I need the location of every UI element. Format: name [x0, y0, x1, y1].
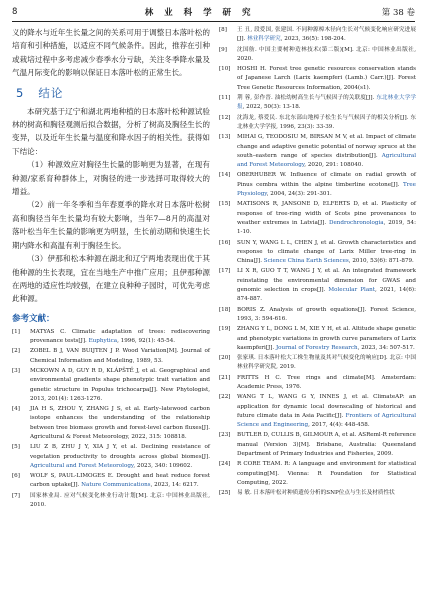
- reference-text: 张家琪. 日本落叶松大工株生物量及其对气候变化的响应[D]. 北京: 中国林业科学研究院, 2019.: [237, 355, 416, 371]
- reference-number: [7]: [12, 492, 20, 499]
- reference-number: [8]: [219, 27, 227, 33]
- reference-text: OBERHUBER W. Influence of climate on radial growth of Pinus cembra within the alpine timberline ecotone[J].: [237, 172, 416, 188]
- reference-text: MATYAS C. Climatic adaptation of trees: rediscovering provenance tests[J].: [30, 328, 210, 345]
- reference-text: ZHANG Y L, DONG L M, XIE Y H, et al. Altitude shape genetic and phenotypic variations in growth curve parameters of Larix kaempferi[J].: [237, 326, 416, 351]
- volume-label: 第 38 卷: [381, 8, 415, 18]
- reference-link[interactable]: Science China Earth Sciences: [263, 258, 349, 265]
- reference-number: [3]: [12, 367, 20, 374]
- reference-text: MATISONS R, JANSONE D, ELFERTS D, et al. Plasticity of response of tree-ring width of Scots pine provenances to weather extremes in Latvia[J].: [237, 201, 416, 226]
- reference-tail: , 1996, 92(1): 45-54.: [117, 338, 176, 345]
- reference-number: [4]: [12, 406, 20, 413]
- reference-link[interactable]: Nature Communications: [81, 482, 151, 489]
- reference-number: [10]: [219, 66, 231, 73]
- reference-number: [24]: [219, 461, 231, 468]
- reference-tail: , 2017, 4(4): 448-458.: [308, 422, 370, 429]
- reference-text: 沈国舫. 中国主要树种造林技术(第二版)[M]. 北京: 中国林业出版社, 2020.: [237, 46, 416, 62]
- reference-item: [12, 443, 210, 471]
- reference-item: [219, 200, 416, 237]
- conclusion-point-1: （1）种源效应对胸径生长量的影响更为显著，在现有种源/家系育种群体上，对胸径的进一步选择可取得较大的增益。: [12, 160, 210, 197]
- reference-item: [219, 114, 416, 133]
- reference-item: [12, 405, 210, 442]
- reference-item: [12, 492, 210, 511]
- reference-text: HOSHI H. Forest tree genetic resources conservation stands of Japanese Larch (Larix kaempferi (Lamb.) Carr.)[J]. Forest Tree Genetic Resources Information, 2004(s1).: [237, 66, 416, 91]
- reference-tail: , 2021, 14(6): 874-887.: [237, 287, 416, 303]
- reference-number: [20]: [219, 355, 231, 362]
- reference-item: [219, 325, 416, 353]
- reference-item: [219, 133, 416, 170]
- reference-item: [219, 374, 416, 393]
- reference-text: ZOBEL B J, VAN BUIJTEN J P. Wood Variation[M]. Journal of Chemical Information and Modeling, 1989, 53.: [30, 348, 210, 364]
- page-number: 8: [12, 7, 18, 17]
- reference-link[interactable]: Tree Physiology: [237, 181, 416, 198]
- running-header: [12, 4, 415, 20]
- reference-text: WOLF S, PAUL-LIMOGES E. Drought and heat reduce forest carbon uptake[J].: [30, 473, 210, 489]
- references-list-right: [219, 26, 416, 499]
- reference-link[interactable]: Euphytica: [88, 338, 118, 345]
- reference-text: LI X R, GUO T T, WANG J Y, et al. An integrated framework reinstating the environmental dimension for GWAS and genomic selection in crops[J].: [237, 268, 416, 294]
- reference-tail: , 2023, 340: 109602.: [133, 462, 193, 469]
- reference-item: [12, 472, 210, 491]
- reference-number: [16]: [219, 239, 231, 246]
- reference-text: 王 丑, 段爱国, 张建国. 不同种源樟木径向生长对气候变化响应研究进展[J].: [237, 27, 416, 43]
- reference-item: [219, 65, 416, 93]
- left-column: [12, 26, 210, 511]
- reference-number: [2]: [12, 348, 20, 355]
- reference-number: [23]: [219, 432, 231, 439]
- reference-tail: , 2020, 291: 108040.: [304, 162, 364, 169]
- reference-number: [19]: [219, 326, 231, 333]
- reference-link[interactable]: Journal of Forestry Research: [275, 344, 358, 351]
- reference-item: [219, 239, 416, 267]
- reference-text: BUTLER D, CULLIS B, GILMOUR A, et al. ASReml-R reference manual (Version 3)[M]. Brisbane, Australia: Queensland Department of Primary Industries and Fisheries, 2009.: [237, 432, 416, 458]
- section-heading: [16, 85, 210, 101]
- reference-link[interactable]: Agricultural and Forest Meteorology: [30, 462, 134, 469]
- reference-tail: , 2010, 53(6): 871-879.: [348, 258, 414, 265]
- reference-item: [219, 94, 416, 113]
- reference-text: SUN Y, WANG L L, CHEN J, et al. Growth characteristics and response to climate change of Larix Miller tree-ring in China[J].: [237, 239, 416, 265]
- right-column: [219, 26, 416, 500]
- reference-text: 荆 蓉, 彭作晋. 油松幼树高生长与气候因子的关联度[J].: [237, 95, 377, 102]
- references-heading: 参考文献：: [12, 313, 55, 324]
- section-number: 5: [16, 85, 25, 100]
- reference-text: 国家林业局. 应对气候变化林业行动计划[M]. 北京: 中国林业出版社, 2010.: [30, 492, 210, 509]
- reference-number: [14]: [219, 172, 231, 179]
- reference-text: 沈海龙, 蔡爱民. 东北东部山地樟子松生长与气候因子的相关分析[J]. 东北林业大学学报, 1996, 23(3): 33-39.: [237, 114, 416, 130]
- reference-link[interactable]: Agricultural and Forest Meteorology: [237, 152, 416, 169]
- discussion-tail-paragraph: 义的降水与近年生长量之间的关系可用于调整日本落叶松的培育和引种措施，以适应不同气候条件。因此，推荐在引种或栽培过程中多考虑减少春季水分亏缺，关注冬季降水量及气温月际变化的影响以保证日本落叶松的正常生长。: [12, 28, 210, 78]
- references-list-left: [12, 328, 210, 511]
- conclusion-point-3: （3）伊那和松本种源在湖北和辽宁两地表现出优于其他种源的生长表现，宜在当地生产中推广应用；且伊那种源在两地的适应性均较强，在建立良种种子园时，可优先考虑此种源。: [12, 254, 210, 304]
- reference-number: [25]: [219, 490, 231, 497]
- reference-number: [6]: [12, 473, 20, 480]
- reference-tail: , 2023, 14: 6217.: [150, 482, 199, 489]
- reference-text: MCKOWN A D, GUY R D, KLÁPŠTĚ J, et al. Geographical and environmental gradients shape phenotypic trait variation and genetic structure in Populus trichocarpa[J]. New Phytologist, 2013, 201(4): 1263-1276.: [30, 367, 210, 402]
- reference-number: [11]: [219, 95, 231, 102]
- reference-number: [21]: [219, 374, 231, 381]
- reference-item: [219, 171, 416, 199]
- reference-item: [219, 267, 416, 304]
- reference-text: BORIS Z. Analysis of growth equations[J]. Forest Science, 1993, 3: 594-616.: [237, 306, 416, 322]
- reference-tail: , 2004, 24(3): 291-301.: [266, 191, 332, 198]
- reference-number: [12]: [219, 114, 231, 121]
- reference-item: [219, 306, 416, 325]
- reference-item: [219, 489, 416, 498]
- reference-text: FRITTS H C. Tree rings and climate[M]. Amsterdam: Academic Press, 1976.: [237, 374, 416, 390]
- reference-item: [219, 460, 416, 488]
- section-title: 结论: [38, 85, 64, 100]
- reference-item: [219, 431, 416, 459]
- reference-tail: , 2019, 54: 1-10.: [237, 219, 417, 236]
- reference-item: [12, 328, 210, 347]
- reference-link[interactable]: 东北林业大学学报: [237, 95, 416, 111]
- reference-item: [219, 393, 416, 430]
- reference-text: 易 敏. 日本落叶松对种质遗传分析的SNP位点与生长及材质性状: [237, 490, 395, 497]
- reference-text: R CORE TEAM. R: A language and environment for statistical computing[M]. Vienna: R Foundation for Statistical Computing, 2022.: [237, 461, 416, 486]
- reference-number: [15]: [219, 201, 231, 208]
- reference-tail: , 2022, 50(3): 13-18.: [242, 104, 301, 111]
- reference-number: [1]: [12, 328, 20, 335]
- reference-text: MIHAI G, TEODOSIU M, BIRSAN M V, et al. Impact of climate change and adaptive genetic potential of norway spruce at the south–eastern range of species distribution[J].: [237, 134, 416, 159]
- reference-item: [12, 347, 210, 366]
- reference-item: [219, 354, 416, 373]
- reference-tail: , 2023, 36(5): 198-204.: [280, 36, 346, 43]
- reference-number: [9]: [219, 46, 227, 53]
- conclusion-point-2: （2）前一年冬季和当年春夏季的降水对日本落叶松树高和胸径当年生长量均有较大影响，当年7—8月的高温对落叶松当年生长量的影响更为明显，生长前动期和快速生长期内降水和高温有利于胸径生长。: [12, 200, 210, 250]
- reference-text: JIA H S, ZHOU Y, ZHANG J S, et al. Early–latewood carbon isotope enhances the understanding of the relationship between tree biomass growth and forest-level carbon fluxes[J]. Agricultural & Forest Meteorology, 2022, 315: 108818.: [30, 406, 210, 440]
- reference-item: [219, 26, 416, 45]
- conclusion-intro: 本研究基于辽宁和湖北两地种植的日本落叶松种源试验林的树高和胸径观测后拟合数据，分析了树高及胸径生长的变异，以及近年生长量与温度和降水因子的相关性。获得如下结论：: [12, 106, 210, 156]
- reference-link[interactable]: 林业科学研究: [247, 36, 281, 43]
- reference-text: LIU Z B, ZHU J Y, XIA J Y, et al. Declining resistance of vegetation productivity to droughts across global biomes[J].: [30, 444, 210, 460]
- reference-item: [219, 46, 416, 65]
- reference-link[interactable]: Molecular Plant: [328, 287, 376, 294]
- reference-number: [22]: [219, 394, 231, 401]
- reference-text: WANG T L, WANG G Y, INNES J, et al. ClimateAP: an application for dynamic local downscaling of historical and future climate data in Asia Pacific[J].: [237, 394, 416, 419]
- reference-number: [5]: [12, 444, 20, 451]
- reference-number: [17]: [219, 268, 231, 275]
- reference-tail: , 2023, 34: 507-517.: [357, 344, 415, 351]
- reference-item: [12, 367, 210, 404]
- header-rule: [12, 21, 415, 22]
- reference-number: [18]: [219, 306, 231, 313]
- reference-link[interactable]: Dendrochronologia: [328, 219, 384, 226]
- reference-link[interactable]: Frontiers of Agricultural Science and Engineering: [237, 412, 416, 429]
- reference-number: [13]: [219, 134, 231, 141]
- journal-name: 林 业 科 学 研 究: [144, 8, 255, 18]
